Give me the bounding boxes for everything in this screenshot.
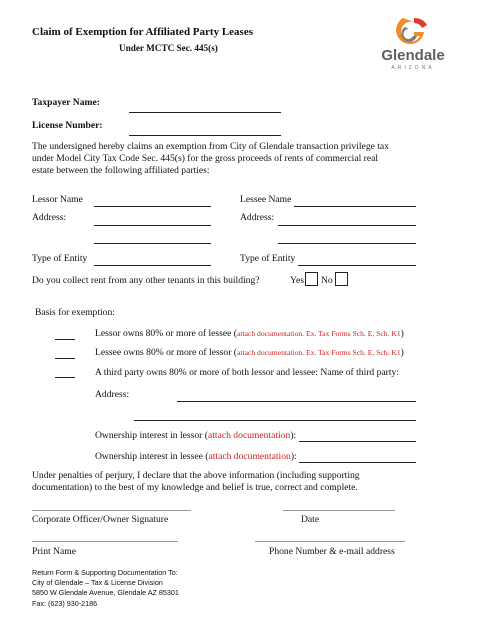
basis-option-1: Lessor owns 80% or more of lessee (attach documentation. Ex. Tax Forms Sch. E, Sch. K1) [95,328,404,339]
lessor-address-field-1[interactable] [94,225,211,226]
third-party-address-field-2[interactable] [134,420,416,421]
lessor-entity-type-label: Type of Entity [32,253,88,264]
lessee-address-label: Address: [240,212,275,223]
ownership-lessor-label: Ownership interest in lessor (attach documentation): [95,430,297,441]
lessee-address-field-2[interactable] [278,243,416,244]
lessor-address-label: Address: [32,212,67,223]
officer-signature-field[interactable] [32,510,191,511]
logo-tagline: ARIZONA [391,65,435,71]
lessee-address-field-1[interactable] [278,225,416,226]
basis-option-1-check[interactable] [55,339,75,340]
ownership-lessee-field[interactable] [299,462,416,463]
form-title: Claim of Exemption for Affiliated Party Leases [32,26,253,38]
taxpayer-name-label: Taxpayer Name: [32,97,100,108]
license-number-field[interactable] [129,135,281,136]
return-line-1: Return Form & Supporting Documentation To: [32,568,178,577]
basis-option-3-check[interactable] [55,377,75,378]
phone-email-field[interactable] [255,541,405,542]
no-checkbox[interactable] [335,272,348,286]
print-name-field[interactable] [32,541,178,542]
basis-heading: Basis for exemption: [35,307,115,318]
basis-option-2: Lessee owns 80% or more of lessor (attach documentation. Ex. Tax Forms Sch. E, Sch. K1) [95,347,404,358]
officer-signature-label: Corporate Officer/Owner Signature [32,514,169,525]
lessor-entity-type-field[interactable] [94,265,211,266]
lessee-entity-type-field[interactable] [298,265,416,266]
third-party-address-field-1[interactable] [177,401,416,402]
date-label: Date [301,514,320,525]
lessor-name-field[interactable] [94,206,211,207]
other-tenants-question: Do you collect rent from any other tenants in this building? [32,275,260,286]
return-address-block [32,568,179,609]
no-label: No [321,275,333,286]
lessee-name-field[interactable] [294,206,416,207]
perjury-line-2: documentation) to the best of my knowledge and belief is true, correct and complete. [32,482,358,493]
return-line-2: City of Glendale – Tax & License Division [32,578,163,588]
taxpayer-name-field[interactable] [129,112,281,113]
print-name-label: Print Name [32,546,76,557]
third-party-address-label: Address: [95,389,130,400]
intro-line-2: under Model City Tax Code Sec. 445(s) for the gross proceeds of rents of commercial real [32,153,379,164]
return-line-3: 5850 W Glendale Avenue, Glendale AZ 85301 [32,588,179,598]
basis-option-2-check[interactable] [55,358,75,359]
basis-option-3: A third party owns 80% or more of both lessor and lessee: Name of third party: [95,367,400,378]
intro-line-1: The undersigned hereby claims an exemption from City of Glendale transaction privilege tax [32,141,389,152]
phone-email-label: Phone Number & e-mail address [269,546,395,557]
date-field[interactable] [283,510,395,511]
return-line-4: Fax: (623) 930-2186 [32,598,98,608]
lessee-name-label: Lessee Name [240,194,292,205]
yes-checkbox[interactable] [305,272,318,286]
perjury-line-1: Under penalties of perjury, I declare that the above information (including supporting [32,470,360,481]
lessor-name-label: Lessor Name [32,194,83,205]
attach-note-2: attach documentation. Ex. Tax Forms Sch. E, Sch. K1 [237,348,401,357]
attach-note-1: attach documentation. Ex. Tax Forms Sch. E, Sch. K1 [237,329,401,338]
lessor-address-field-2[interactable] [94,243,211,244]
form-subtitle: Under MCTC Sec. 445(s) [119,43,218,53]
intro-line-3: estate between the following affiliated parties: [32,165,210,176]
logo-wordmark: Glendale [381,47,445,64]
lessee-entity-type-label: Type of Entity [240,253,296,264]
ownership-lessee-label: Ownership interest in lessee (attach documentation): [95,451,297,462]
ownership-lessor-field[interactable] [299,441,416,442]
glendale-logo [376,12,450,74]
license-number-label: License Number: [32,120,103,131]
yes-label: Yes [290,275,304,286]
